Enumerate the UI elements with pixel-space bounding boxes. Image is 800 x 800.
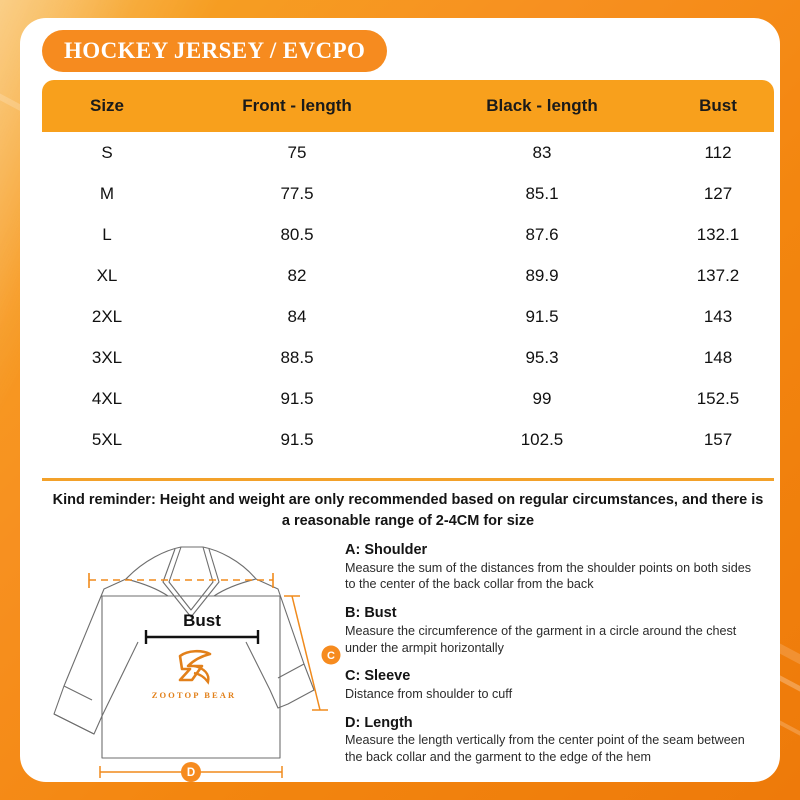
legend-entry-title: D: Length bbox=[345, 714, 413, 731]
column-header-size: Size bbox=[89, 96, 125, 115]
brand-logo bbox=[180, 651, 210, 682]
cell-back-length: 102.5 bbox=[520, 429, 564, 449]
cell-bust: 157 bbox=[703, 429, 733, 449]
bust-label: Bust bbox=[183, 611, 221, 630]
legend-entry bbox=[345, 714, 765, 766]
bust-dimension-b bbox=[146, 630, 258, 644]
cell-size: 2XL bbox=[91, 306, 123, 326]
legend-entry-title: C: Sleeve bbox=[345, 668, 411, 685]
cell-size: XL bbox=[96, 265, 118, 285]
table-row bbox=[42, 296, 774, 337]
cell-front-length: 80.5 bbox=[280, 224, 314, 244]
garment-diagram bbox=[42, 538, 342, 782]
cell-bust: 132.1 bbox=[696, 224, 740, 244]
column-header-bust: Bust bbox=[699, 96, 737, 115]
cell-bust: 143 bbox=[703, 306, 733, 326]
cell-back-length: 83 bbox=[532, 142, 552, 162]
cell-size: 4XL bbox=[91, 388, 123, 408]
section-divider bbox=[42, 478, 774, 481]
table-row bbox=[42, 419, 774, 460]
table-header-row bbox=[42, 80, 774, 132]
cell-front-length: 91.5 bbox=[280, 388, 314, 408]
cell-size: 3XL bbox=[91, 347, 123, 367]
table-row bbox=[42, 255, 774, 296]
marker-c-label: C bbox=[327, 650, 335, 662]
column-header-back-length: Black - length bbox=[486, 96, 598, 115]
legend-entry-title: B: Bust bbox=[345, 605, 397, 622]
chart-title-badge bbox=[42, 30, 387, 72]
legend-entry bbox=[345, 667, 765, 702]
cell-front-length: 91.5 bbox=[280, 429, 314, 449]
legend-entry-title: A: Shoulder bbox=[345, 542, 428, 558]
cell-back-length: 89.9 bbox=[525, 265, 559, 285]
cell-bust: 137.2 bbox=[696, 265, 740, 285]
shoulder-dimension-a bbox=[89, 573, 273, 588]
size-table-body bbox=[42, 132, 774, 460]
cell-front-length: 84 bbox=[287, 306, 307, 326]
marker-d-label: D bbox=[186, 767, 196, 779]
table-row bbox=[42, 132, 774, 173]
cell-back-length: 91.5 bbox=[525, 306, 559, 326]
cell-size: L bbox=[102, 224, 112, 244]
cell-bust: 148 bbox=[703, 347, 733, 367]
cell-size: M bbox=[99, 183, 115, 203]
measurement-legend bbox=[345, 541, 765, 777]
cell-size: S bbox=[101, 142, 113, 162]
cell-front-length: 82 bbox=[287, 265, 307, 285]
size-chart-panel bbox=[20, 18, 780, 782]
cell-front-length: 88.5 bbox=[280, 347, 314, 367]
cell-back-length: 99 bbox=[532, 388, 552, 408]
cell-back-length: 95.3 bbox=[525, 347, 559, 367]
table-row bbox=[42, 214, 774, 255]
brand-name-label: ZOOTOP BEAR bbox=[151, 690, 237, 700]
cell-front-length: 75 bbox=[287, 142, 307, 162]
legend-entry-description: Distance from shoulder to cuff bbox=[345, 686, 513, 701]
cell-bust: 152.5 bbox=[696, 388, 740, 408]
table-row bbox=[42, 337, 774, 378]
cell-back-length: 87.6 bbox=[525, 224, 559, 244]
kind-reminder-text: Kind reminder: Height and weight are only recommended based on regular circumstances, and there is a reasonable range of 2-4CM for size bbox=[52, 492, 764, 530]
legend-entry-description: Measure the circumference of the garment in a circle around the chest under the armpit horizontally bbox=[345, 623, 737, 655]
table-row bbox=[42, 378, 774, 419]
legend-entry-description: Measure the length vertically from the center point of the seam between the back collar and the garment to the edge of the hem bbox=[345, 733, 745, 765]
table-row bbox=[42, 173, 774, 214]
legend-entry bbox=[345, 541, 765, 593]
column-header-front-length: Front - length bbox=[242, 96, 352, 115]
cell-back-length: 85.1 bbox=[525, 183, 559, 203]
cell-front-length: 77.5 bbox=[280, 183, 314, 203]
cell-bust: 127 bbox=[703, 183, 733, 203]
legend-entry bbox=[345, 604, 765, 656]
cell-size: 5XL bbox=[91, 429, 123, 449]
cell-bust: 112 bbox=[704, 142, 732, 162]
legend-entry-description: Measure the sum of the distances from the shoulder points on both sides to the center of the back collar from the back bbox=[345, 560, 752, 592]
page-title: HOCKEY JERSEY / EVCPO bbox=[64, 38, 366, 63]
